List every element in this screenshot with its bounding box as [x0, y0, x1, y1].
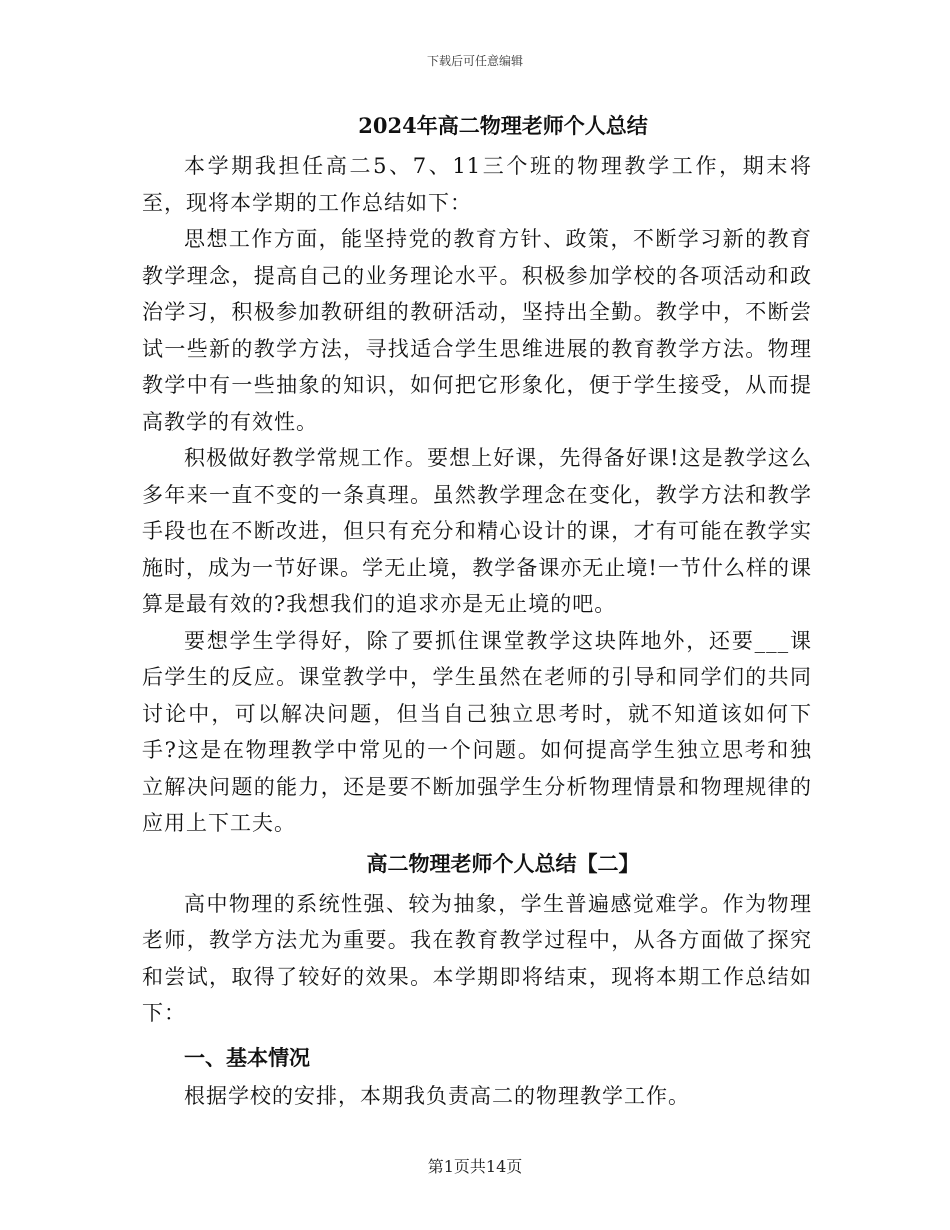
paragraph: 要想学生学得好，除了要抓住课堂教学这块阵地外，还要___课后学生的反应。课堂教学中，学生虽然在老师的引导和同学们的共同讨论中，可以解决问题，但当自己独立思考时，就不知道该如何下手?这是在物理教学中常见的一个问题。如何提高学生独立思考和独立解决问题的能力，还是要不断加强学生分析物理情景和物理规律的应用上下工夫。: [142, 628, 812, 835]
document-title: 2024年高二物理老师个人总结: [358, 113, 648, 138]
page-number: 第1页共14页: [427, 1157, 523, 1176]
header-note: 下载后可任意编辑: [426, 54, 523, 68]
section-title: 高二物理老师个人总结【二】: [366, 850, 640, 876]
section-heading: 一、基本情况: [184, 1044, 310, 1070]
document-body: [142, 108, 812, 1114]
paragraph: 根据学校的安排，本期我负责高二的物理教学工作。: [184, 1083, 690, 1108]
paragraph: 积极做好教学常规工作。要想上好课，先得备好课!这是教学这么多年来一直不变的一条真理。虽然教学理念在变化，教学方法和教学手段也在不断改进，但只有充分和精心设计的课，才有可能在教学实施时，成为一节好课。学无止境，教学备课亦无止境!一节什么样的课算是最有效的?我想我们的追求亦是无止境的吧。: [142, 446, 812, 616]
paragraph: 本学期我担任高二5、7、11三个班的物理教学工作，期末将至，现将本学期的工作总结如下：: [142, 154, 812, 215]
paragraph: 思想工作方面，能坚持党的教育方针、政策，不断学习新的教育教学理念，提高自己的业务理论水平。积极参加学校的各项活动和政治学习，积极参加教研组的教研活动，坚持出全勤。教学中，不断尝试一些新的教学方法，寻找适合学生思维进展的教育教学方法。物理教学中有一些抽象的知识，如何把它形象化，便于学生接受，从而提高教学的有效性。: [142, 227, 812, 434]
paragraph: 高中物理的系统性强、较为抽象，学生普遍感觉难学。作为物理老师，教学方法尤为重要。我在教育教学过程中，从各方面做了探究和尝试，取得了较好的效果。本学期即将结束，现将本期工作总结如下：: [142, 891, 812, 1025]
